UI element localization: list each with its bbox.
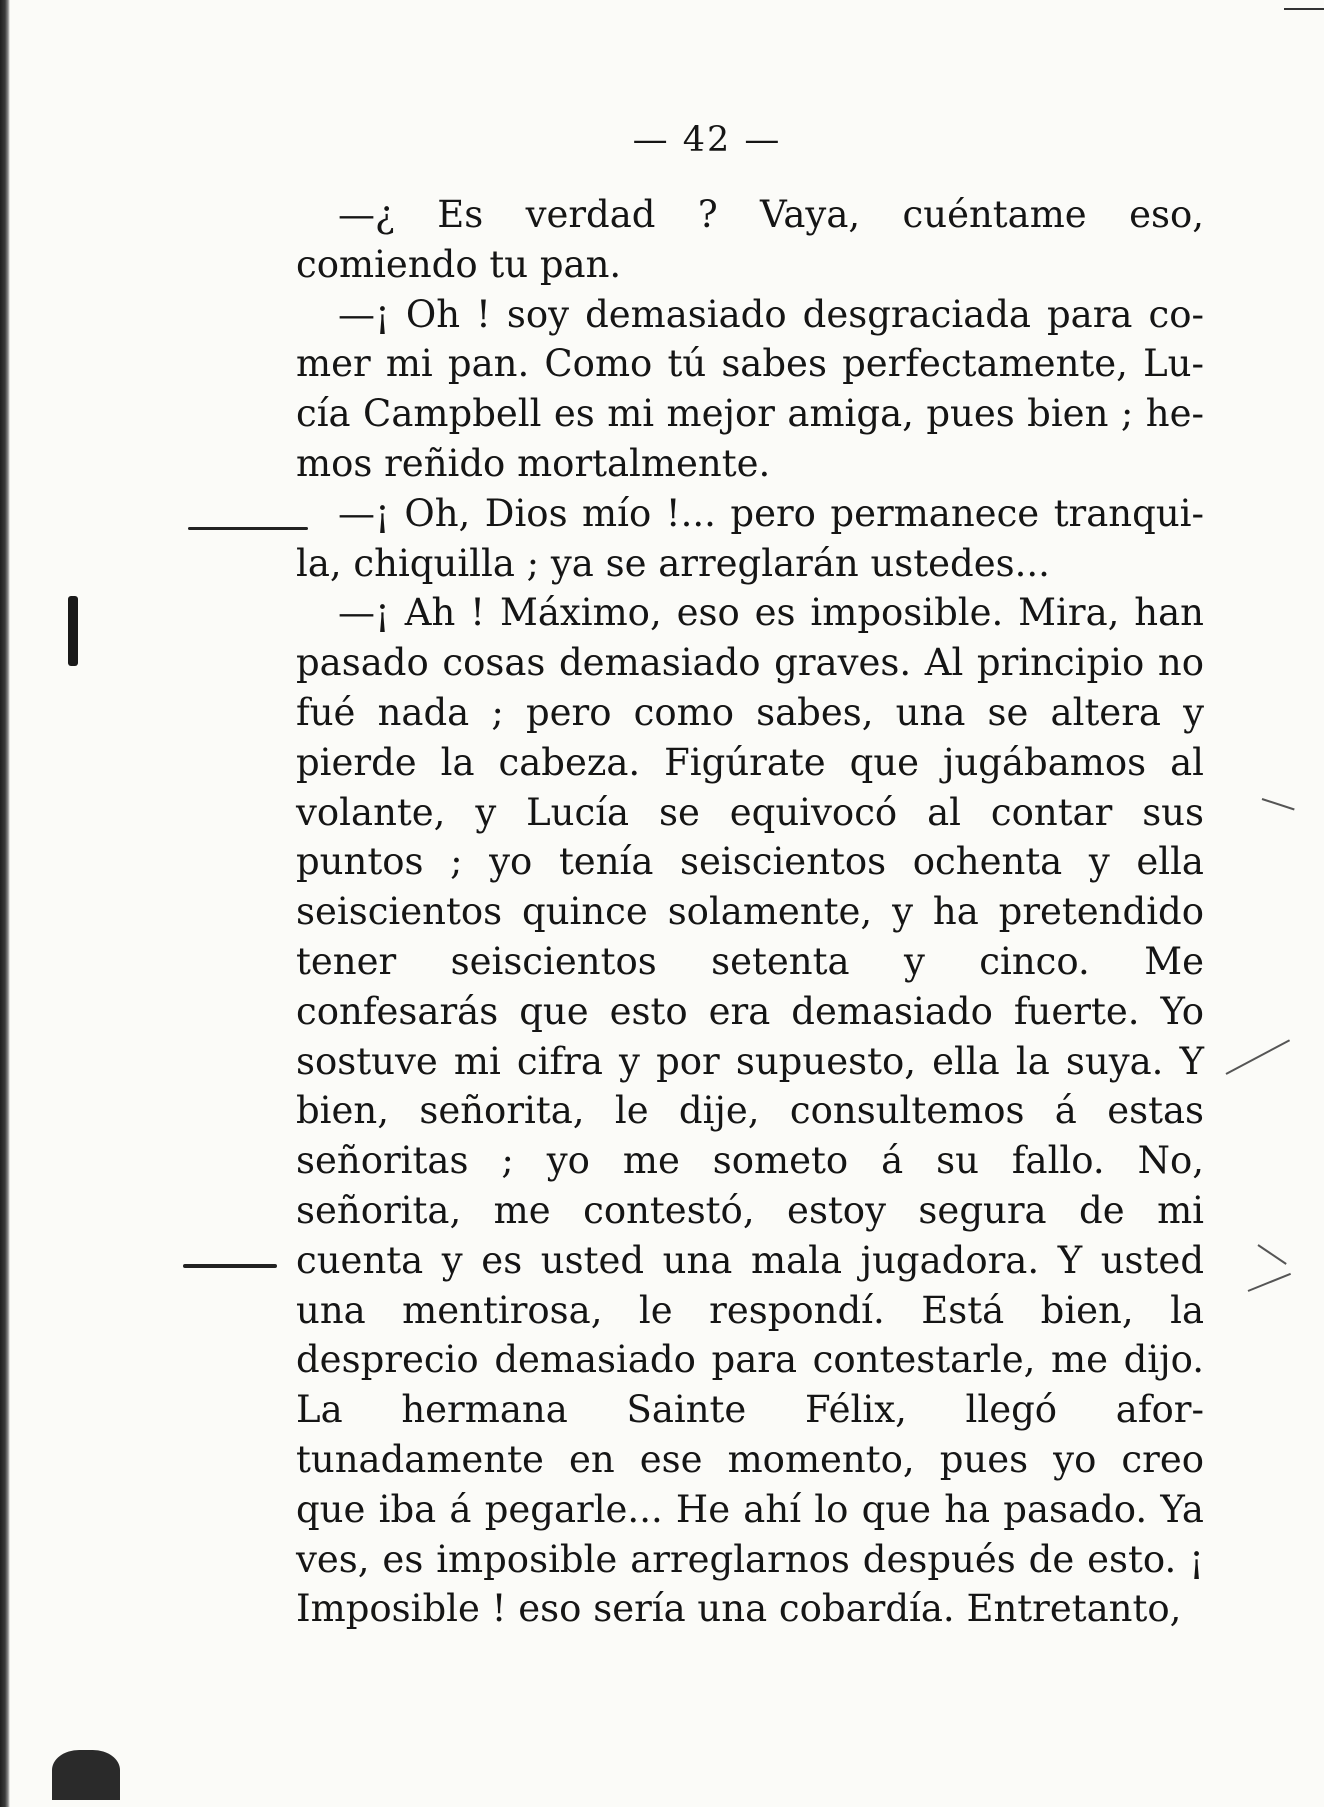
margin-pen-mark [188, 527, 308, 530]
body-text [296, 190, 1204, 1634]
paragraph: —¡ Oh ! soy demasiado desgraciada para comer mi pan. Como tú sabes perfectamente, Lucía Campbell es mi mejor amiga, pues bien ; hemos reñido mortalmente. [296, 292, 1204, 485]
paragraph: —¡ Oh, Dios mío !... pero permanece tranquila, chiquilla ; ya se arreglarán ustedes... [296, 491, 1204, 585]
margin-pen-mark [183, 1264, 277, 1268]
margin-pencil-mark [1248, 1273, 1291, 1292]
margin-pencil-mark [1226, 1039, 1291, 1075]
scan-rule-mark [1284, 8, 1324, 10]
binding-edge [0, 0, 10, 1807]
page-number: — 42 — [632, 120, 782, 160]
ink-blot [68, 596, 78, 666]
paragraph: —¿ Es verdad ? Vaya, cuéntame eso, comiendo tu pan. [296, 193, 1204, 286]
margin-pencil-mark [1262, 798, 1295, 810]
margin-pencil-mark [1257, 1244, 1286, 1265]
ink-blot [52, 1750, 120, 1800]
paragraph: —¡ Ah ! Máximo, eso es imposible. Mira, han pasado cosas demasiado graves. Al principio no fué nada ; pero como sabes, una se altera y pierde la cabeza. Figúrate que jugábamos al volante, y Lucía se equivocó al contar sus puntos ; yo tenía seiscientos ochenta y ella seiscientos quince solamente, y ha pretendido tener seiscientos setenta y cinco. Me confesarás que esto era demasiado fuerte. Yo sostuve mi cifra y por supuesto, ella la suya. Y bien, señorita, le dije, consultemos á estas señoritas ; yo me someto á su fallo. No, señorita, me contestó, estoy segura de mi cuenta y es usted una mala jugadora. Y usted una mentirosa, le respondí. Está bien, la desprecio demasiado para contestarle, me dijo. La hermana Sainte Félix, llegó afortunadamente en ese momento, pues yo creo que iba á pegarle... He ahí lo que ha pasado. Ya ves, es imposible arreglarnos después de esto. ¡ Imposible ! eso sería una cobardía. Entretanto, [296, 591, 1204, 1631]
